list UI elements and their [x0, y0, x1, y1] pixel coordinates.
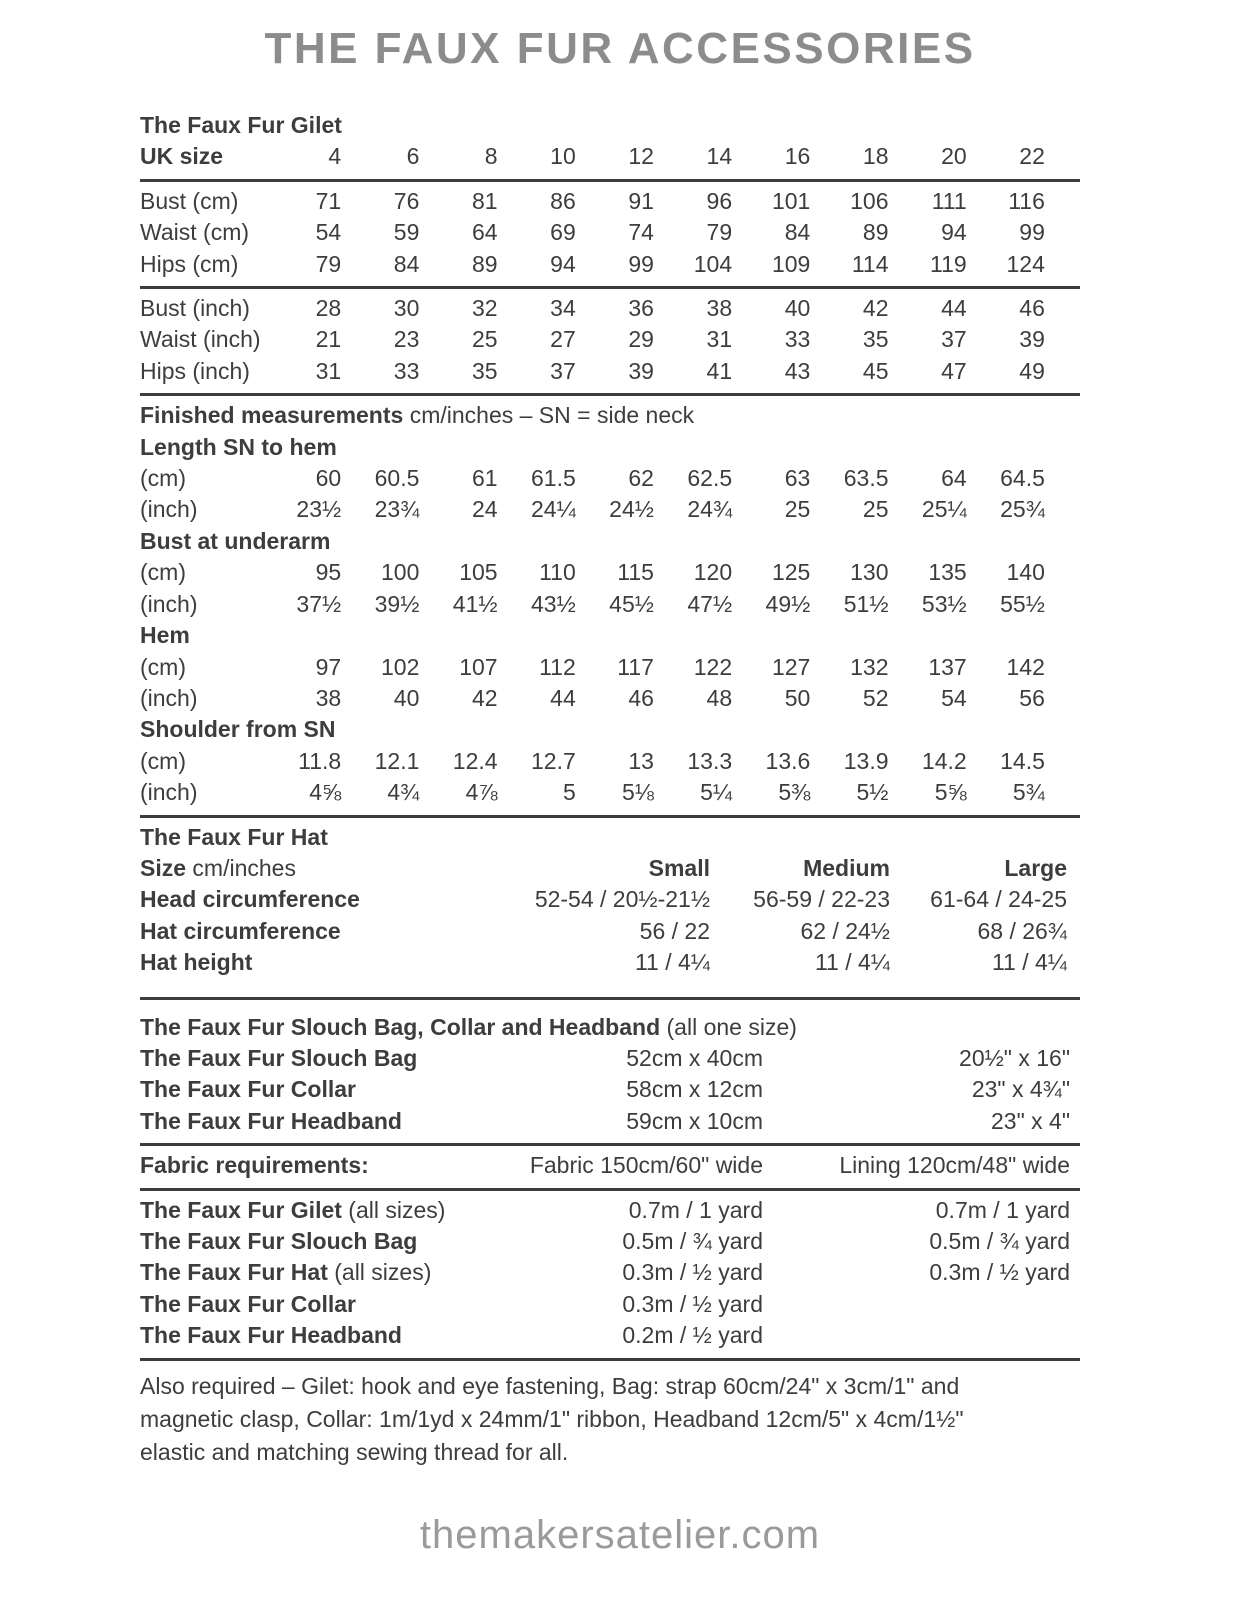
value-cell: 54	[941, 684, 967, 711]
lining-value	[763, 1289, 1070, 1320]
finished-group-name: Bust at underarm	[140, 527, 331, 554]
value-cell: 31	[706, 326, 733, 353]
finished-inch-row	[140, 494, 1080, 525]
value-cell: 13.3	[687, 747, 733, 774]
row-label: (inch)	[140, 779, 198, 806]
value-cell: 101	[771, 187, 811, 214]
lining-value: 0.7m / 1 yard	[935, 1196, 1070, 1223]
row-label	[140, 1289, 520, 1320]
row-label: (cm)	[140, 559, 186, 586]
finished-inch-row	[140, 777, 1080, 808]
value-cell: 13.6	[765, 747, 811, 774]
value-cell: 43	[784, 357, 811, 384]
value-cell: 45½	[609, 590, 654, 617]
value-cell: 41½	[452, 590, 498, 617]
value-cell: 112	[539, 653, 576, 680]
fabric-item-name: The Faux Fur Hat	[140, 1259, 328, 1286]
value-cell: 42	[471, 684, 498, 711]
value-cell: 53½	[921, 590, 967, 617]
row-label: (inch)	[140, 684, 198, 711]
value-cell: 39	[628, 357, 654, 384]
value-cell: 102	[381, 653, 420, 680]
row-label: The Faux Fur Slouch Bag	[140, 1044, 418, 1071]
hat-column-medium: Medium	[803, 854, 890, 881]
value-cell: 140	[1006, 559, 1045, 586]
finished-measurements-heading	[140, 400, 1080, 431]
finished-cm-row	[140, 463, 1080, 494]
fabric-value: 0.5m / ¾ yard	[622, 1228, 763, 1254]
value-cell: 5⅝	[934, 779, 967, 806]
divider-rule	[140, 1143, 1080, 1146]
gilet-heading: The Faux Fur Gilet	[140, 112, 342, 138]
value-cell: 62 / 24½	[800, 917, 890, 944]
value-cell: 116	[1008, 187, 1045, 214]
value-cell: 38	[315, 684, 342, 711]
row-label: (cm)	[140, 465, 186, 492]
divider-rule	[140, 179, 1080, 182]
value-cell: 12.7	[530, 747, 576, 774]
value-cell: 21	[315, 326, 342, 353]
metric-value: 58cm x 12cm	[626, 1076, 763, 1103]
value-cell: 25	[471, 326, 498, 353]
value-cell: 11 / 4¼	[814, 949, 890, 976]
finished-inch-row	[140, 683, 1080, 714]
value-cell: 137	[928, 653, 967, 680]
value-cell: 12	[628, 143, 654, 170]
value-cell: 23½	[296, 496, 342, 523]
divider-rule	[140, 393, 1080, 396]
value-cell: 5¼	[700, 779, 733, 806]
value-cell: 64.5	[1000, 465, 1045, 492]
value-cell: 109	[771, 250, 811, 277]
value-cell: 24¼	[530, 496, 576, 523]
value-cell: 97	[315, 653, 342, 680]
value-cell: 22	[1019, 143, 1045, 170]
value-cell: 12.4	[452, 747, 498, 774]
value-cell: 14	[706, 143, 733, 170]
value-cell: 39½	[374, 590, 420, 617]
divider-rule	[140, 1358, 1080, 1361]
value-cell: 30	[393, 295, 420, 322]
divider-rule	[140, 286, 1080, 289]
value-cell: 25	[862, 496, 889, 523]
value-cell: 11 / 4¼	[991, 949, 1067, 976]
value-cell: 4⅝	[309, 779, 342, 806]
hat-row	[140, 947, 1080, 978]
value-cell: 96	[706, 187, 733, 214]
row-label: Head circumference	[140, 886, 360, 913]
value-cell: 127	[771, 653, 811, 680]
value-cell: 99	[628, 250, 654, 277]
finished-cm-row	[140, 557, 1080, 588]
value-cell: 142	[1006, 653, 1045, 680]
value-cell: 13.9	[843, 747, 889, 774]
one-size-row	[140, 1106, 1080, 1137]
value-cell: 50	[784, 684, 811, 711]
value-cell: 68 / 26¾	[977, 917, 1067, 944]
value-cell: 20	[941, 143, 967, 170]
finished-cm-row	[140, 652, 1080, 683]
body-measurement-row	[140, 186, 1080, 217]
value-cell: 94	[550, 250, 576, 277]
value-cell: 114	[851, 250, 889, 277]
value-cell: 46	[1019, 295, 1045, 322]
body-measurement-row	[140, 324, 1080, 355]
imperial-value: 23" x 4¾"	[971, 1076, 1070, 1103]
value-cell: 5¾	[1012, 779, 1045, 806]
fabric-item-note: (all sizes)	[341, 1196, 446, 1223]
fabric-row	[140, 1257, 1080, 1288]
value-cell: 49	[1019, 357, 1045, 384]
value-cell: 29	[628, 326, 654, 353]
row-label: (cm)	[140, 747, 186, 774]
value-cell: 5	[562, 779, 576, 806]
value-cell: 56 / 22	[639, 917, 710, 944]
value-cell: 60	[315, 465, 342, 492]
lining-value: 0.3m / ½ yard	[929, 1259, 1070, 1286]
value-cell: 40	[784, 295, 811, 322]
finished-inch-row	[140, 589, 1080, 620]
value-cell: 120	[693, 559, 733, 586]
also-required-notes	[140, 1370, 1080, 1469]
value-cell: 54	[315, 219, 342, 246]
fabric-item-name: The Faux Fur Slouch Bag	[140, 1228, 418, 1254]
value-cell: 5½	[856, 779, 889, 806]
value-cell: 115	[617, 559, 654, 586]
value-cell: 28	[315, 295, 342, 322]
value-cell: 60.5	[374, 465, 420, 492]
fabric-item-name: The Faux Fur Gilet	[140, 1196, 342, 1223]
fabric-row	[140, 1320, 1080, 1351]
fabric-row	[140, 1289, 1080, 1320]
value-cell: 5⅛	[621, 779, 654, 806]
hat-measurement-rows	[140, 884, 1080, 978]
value-cell: 95	[315, 559, 342, 586]
value-cell: 37½	[296, 590, 342, 617]
one-size-heading-note: (all one size)	[660, 1013, 797, 1040]
value-cell: 63.5	[843, 465, 889, 492]
value-cell: 40	[393, 684, 420, 711]
body-measurement-row	[140, 293, 1080, 324]
document-page	[0, 24, 1240, 1624]
value-cell: 86	[550, 187, 576, 214]
fabric-requirement-rows	[140, 1195, 1080, 1352]
lining-width-column: Lining 120cm/48" wide	[839, 1152, 1070, 1179]
value-cell: 56	[1019, 684, 1045, 711]
hat-column-small: Small	[648, 854, 710, 881]
value-cell: 135	[928, 559, 967, 586]
value-cell: 61-64 / 24-25	[930, 886, 1067, 913]
value-cell: 49½	[765, 590, 811, 617]
notes-line: magnetic clasp, Collar: 1m/1yd x 24mm/1" ribbon, Headband 12cm/5" x 4cm/1½"	[140, 1405, 964, 1432]
value-cell: 24	[471, 496, 498, 523]
fabric-item-name: The Faux Fur Headband	[140, 1322, 402, 1349]
value-cell: 24¾	[687, 496, 733, 523]
value-cell: 81	[471, 187, 498, 214]
fabric-value: 0.3m / ½ yard	[622, 1259, 763, 1286]
value-cell: 117	[617, 653, 654, 680]
website-link[interactable]: themakersatelier.com	[419, 1512, 821, 1557]
row-label: Hat height	[140, 949, 253, 976]
row-label: Bust (inch)	[140, 295, 250, 322]
value-cell: 52-54 / 20½-21½	[534, 886, 710, 913]
value-cell: 105	[459, 559, 498, 586]
value-cell: 132	[850, 653, 889, 680]
value-cell: 61	[471, 465, 498, 492]
lining-value: 0.5m / ¾ yard	[929, 1228, 1070, 1254]
body-measurement-row	[140, 217, 1080, 248]
row-label: (inch)	[140, 496, 198, 523]
value-cell: 25¼	[921, 496, 967, 523]
row-label: Bust (cm)	[140, 187, 239, 214]
value-cell: 106	[850, 187, 889, 214]
value-cell: 12.1	[374, 747, 420, 774]
row-label: The Faux Fur Headband	[140, 1107, 402, 1134]
divider-rule	[140, 815, 1080, 818]
value-cell: 8	[484, 143, 498, 170]
value-cell: 124	[1006, 250, 1045, 277]
value-cell: 39	[1019, 326, 1045, 353]
hat-column-large: Large	[1004, 854, 1067, 881]
one-size-rows	[140, 1043, 1080, 1137]
value-cell: 51½	[843, 590, 889, 617]
value-cell: 37	[941, 326, 967, 353]
value-cell: 42	[862, 295, 889, 322]
one-size-row	[140, 1043, 1080, 1074]
value-cell: 35	[862, 326, 889, 353]
value-cell: 89	[862, 219, 889, 246]
value-cell: 11 / 4¼	[634, 949, 710, 976]
value-cell: 59	[393, 219, 420, 246]
value-cell: 94	[941, 219, 967, 246]
finished-cm-row	[140, 746, 1080, 777]
value-cell: 31	[315, 357, 342, 384]
value-cell: 14.5	[1000, 747, 1045, 774]
value-cell: 111	[931, 187, 967, 214]
one-size-row	[140, 1074, 1080, 1105]
fabric-value: 0.2m / ½ yard	[622, 1322, 763, 1349]
value-cell: 43½	[530, 590, 576, 617]
row-label: Waist (inch)	[140, 326, 261, 353]
value-cell: 62	[628, 465, 654, 492]
fabric-item-note: (all sizes)	[327, 1259, 432, 1286]
hat-row	[140, 884, 1080, 915]
row-label: Hat circumference	[140, 917, 341, 944]
value-cell: 5⅜	[778, 779, 811, 806]
value-cell: 47½	[687, 590, 733, 617]
uk-size-label: UK size	[140, 143, 224, 170]
finished-group-name: Shoulder from SN	[140, 716, 336, 743]
value-cell: 79	[315, 250, 342, 277]
value-cell: 110	[539, 559, 576, 586]
finished-measurement-groups	[140, 432, 1080, 809]
page-title: THE FAUX FUR ACCESSORIES	[264, 24, 976, 73]
row-label	[140, 1320, 520, 1351]
value-cell: 44	[941, 295, 967, 322]
value-cell: 61.5	[530, 465, 576, 492]
value-cell: 41	[706, 357, 733, 384]
fabric-row	[140, 1195, 1080, 1226]
body-measurements-cm	[140, 186, 1080, 280]
fabric-width-column: Fabric 150cm/60" wide	[529, 1152, 763, 1179]
body-measurement-row	[140, 249, 1080, 280]
row-label: Hips (cm)	[140, 250, 239, 277]
value-cell: 10	[550, 143, 576, 170]
fabric-requirements-label: Fabric requirements:	[140, 1152, 369, 1179]
row-label	[140, 1257, 520, 1288]
finished-heading-note: cm/inches – SN = side neck	[403, 402, 695, 429]
metric-value: 52cm x 40cm	[626, 1044, 763, 1071]
divider-rule	[140, 997, 1080, 1000]
hat-row	[140, 916, 1080, 947]
value-cell: 37	[550, 357, 576, 384]
value-cell: 6	[406, 143, 420, 170]
value-cell: 84	[784, 219, 811, 246]
value-cell: 44	[550, 684, 576, 711]
value-cell: 55½	[1000, 590, 1045, 617]
fabric-row	[140, 1226, 1080, 1257]
value-cell: 64	[471, 219, 498, 246]
value-cell: 48	[706, 684, 733, 711]
value-cell: 4¾	[387, 779, 420, 806]
fabric-value: 0.7m / 1 yard	[628, 1196, 763, 1223]
value-cell: 27	[550, 326, 576, 353]
value-cell: 46	[628, 684, 654, 711]
finished-group-name: Length SN to hem	[140, 433, 337, 460]
value-cell: 56-59 / 22-23	[753, 886, 890, 913]
row-label: (cm)	[140, 653, 186, 680]
value-cell: 18	[862, 143, 889, 170]
value-cell: 100	[381, 559, 420, 586]
value-cell: 52	[862, 684, 889, 711]
value-cell: 122	[693, 653, 733, 680]
value-cell: 74	[628, 219, 654, 246]
value-cell: 84	[393, 250, 420, 277]
fabric-item-name: The Faux Fur Collar	[140, 1290, 356, 1317]
value-cell: 119	[930, 250, 967, 277]
value-cell: 24½	[609, 496, 654, 523]
value-cell: 36	[628, 295, 654, 322]
lining-value	[763, 1320, 1070, 1351]
notes-line: Also required – Gilet: hook and eye fastening, Bag: strap 60cm/24" x 3cm/1" and	[140, 1372, 960, 1399]
value-cell: 25	[784, 496, 811, 523]
value-cell: 13	[628, 747, 654, 774]
value-cell: 14.2	[921, 747, 967, 774]
divider-rule	[140, 1188, 1080, 1191]
value-cell: 16	[784, 143, 811, 170]
value-cell: 4⅞	[465, 779, 498, 806]
value-cell: 35	[471, 357, 498, 384]
uk-size-header-row	[140, 141, 1080, 172]
value-cell: 23¾	[374, 496, 420, 523]
row-label	[140, 1226, 520, 1257]
value-cell: 63	[784, 465, 811, 492]
value-cell: 25¾	[1000, 496, 1045, 523]
row-label: Hips (inch)	[140, 357, 250, 384]
value-cell: 11.8	[298, 747, 342, 774]
value-cell: 71	[315, 187, 342, 214]
value-cell: 64	[941, 465, 967, 492]
value-cell: 104	[693, 250, 733, 277]
body-measurements-inch	[140, 293, 1080, 387]
imperial-value: 23" x 4"	[991, 1107, 1070, 1134]
value-cell: 89	[471, 250, 498, 277]
value-cell: 125	[771, 559, 811, 586]
value-cell: 33	[393, 357, 420, 384]
value-cell: 62.5	[687, 465, 733, 492]
value-cell: 69	[550, 219, 576, 246]
one-size-heading	[140, 1012, 1080, 1043]
fabric-value: 0.3m / ½ yard	[622, 1290, 763, 1317]
metric-value: 59cm x 10cm	[626, 1107, 763, 1134]
value-cell: 76	[393, 187, 420, 214]
row-label	[140, 1195, 520, 1226]
notes-line: elastic and matching sewing thread for all.	[140, 1438, 569, 1465]
value-cell: 91	[628, 187, 654, 214]
value-cell: 130	[850, 559, 889, 586]
value-cell: 32	[471, 295, 498, 322]
value-cell: 38	[706, 295, 733, 322]
value-cell: 33	[784, 326, 811, 353]
body-measurement-row	[140, 356, 1080, 387]
size-chart-content	[140, 110, 1080, 1469]
value-cell: 107	[459, 653, 498, 680]
value-cell: 23	[393, 326, 420, 353]
finished-heading-bold: Finished measurements	[140, 402, 404, 429]
hat-size-label: Size cm/inches	[140, 854, 296, 881]
fabric-header-row	[140, 1150, 1080, 1181]
value-cell: 4	[328, 143, 342, 170]
value-cell: 99	[1019, 219, 1045, 246]
value-cell: 47	[941, 357, 967, 384]
finished-group-name: Hem	[140, 622, 190, 649]
value-cell: 34	[550, 295, 576, 322]
row-label: The Faux Fur Collar	[140, 1076, 356, 1103]
one-size-heading-bold: The Faux Fur Slouch Bag, Collar and Headband	[140, 1013, 661, 1040]
hat-heading: The Faux Fur Hat	[140, 823, 328, 850]
imperial-value: 20½" x 16"	[959, 1044, 1070, 1071]
row-label: Waist (cm)	[140, 219, 250, 246]
value-cell: 79	[706, 219, 733, 246]
row-label: (inch)	[140, 590, 198, 617]
hat-header-row	[140, 853, 1080, 884]
value-cell: 45	[862, 357, 889, 384]
